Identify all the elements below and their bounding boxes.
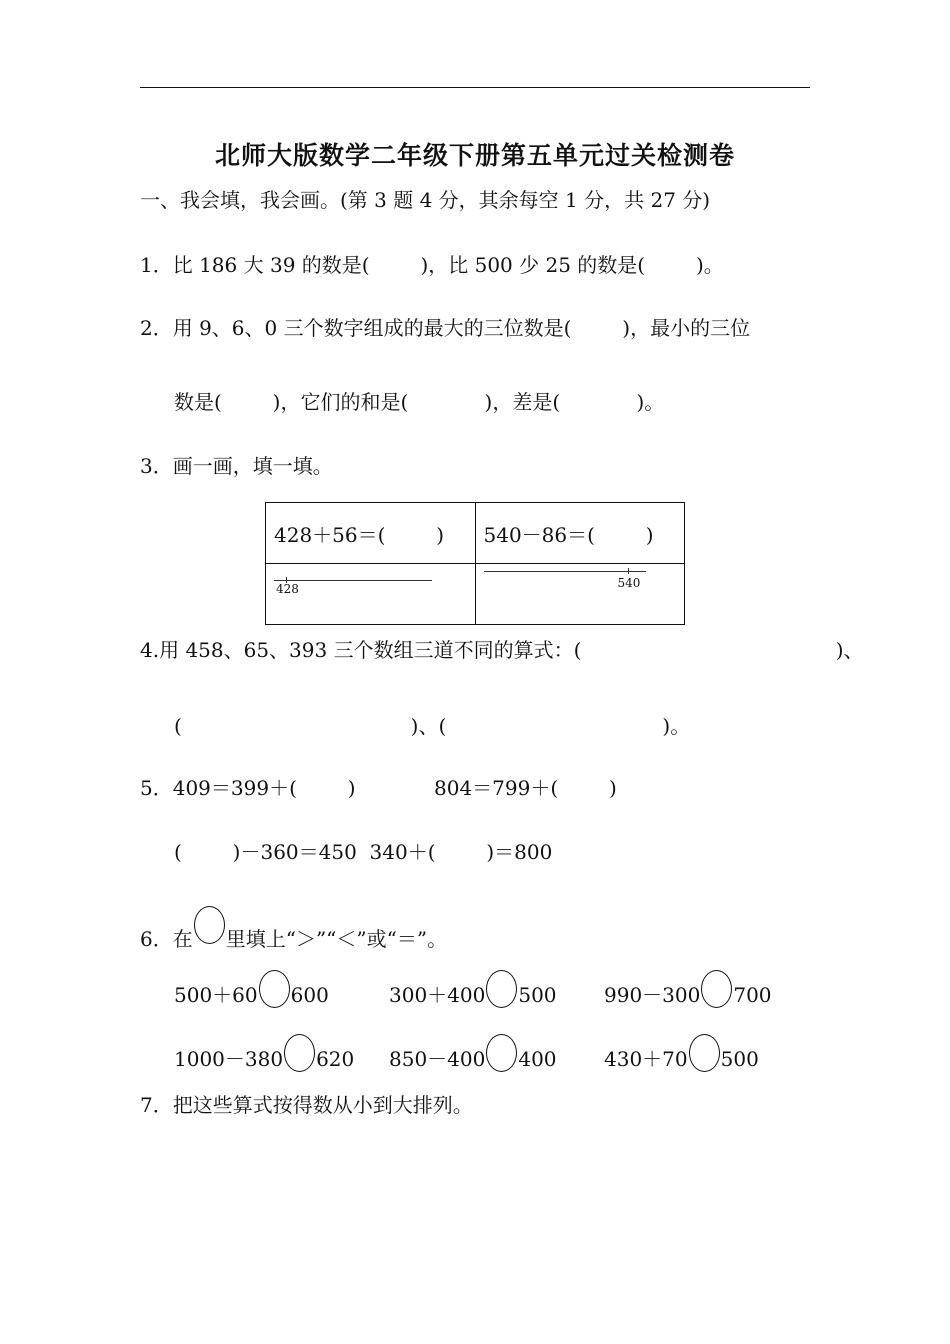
compare-item: 500＋60 600 bbox=[174, 970, 329, 1008]
number-line-cell-2 bbox=[475, 564, 685, 625]
compare-oval[interactable] bbox=[259, 970, 290, 1008]
question-6-post: 里填上“＞”“＜”或“＝”。 bbox=[225, 927, 448, 951]
compare-item: 990－300 700 bbox=[604, 970, 772, 1008]
question-5-b: 804＝799＋( ) bbox=[434, 776, 617, 800]
question-1: 1．比 186 大 39 的数是( )，比 500 少 25 的数是( )。 bbox=[140, 253, 724, 277]
number-line-1 bbox=[274, 580, 432, 581]
question-6-pre: 6．在 bbox=[140, 927, 193, 951]
header-rule bbox=[140, 87, 810, 88]
compare-item: 1000－380 620 bbox=[174, 1034, 354, 1072]
expression-2: 540－86＝( ) bbox=[475, 503, 685, 564]
question-5-c: ( )－360＝450 340＋( )＝800 bbox=[174, 840, 553, 864]
compare-item: 430＋70 500 bbox=[604, 1034, 759, 1072]
compare-oval[interactable] bbox=[701, 970, 732, 1008]
number-line-2-tick bbox=[628, 568, 629, 574]
number-line-2-label: 540 bbox=[617, 576, 641, 590]
page-title: 北师大版数学二年级下册第五单元过关检测卷 bbox=[214, 141, 735, 170]
question-3-prompt: 3．画一画，填一填。 bbox=[140, 454, 333, 478]
section-heading: 一、我会填，我会画。(第 3 题 4 分，其余每空 1 分，共 27 分) bbox=[140, 188, 711, 212]
number-line-table bbox=[265, 502, 685, 625]
number-line-2 bbox=[484, 571, 646, 572]
question-2-line-1: 2．用 9、6、0 三个数字组成的最大的三位数是( )，最小的三位 bbox=[140, 316, 751, 340]
compare-oval[interactable] bbox=[486, 1034, 517, 1072]
number-line-1-label: 428 bbox=[276, 582, 299, 596]
compare-item: 300＋400 500 bbox=[389, 970, 557, 1008]
number-line-cell-1 bbox=[266, 564, 476, 625]
compare-oval[interactable] bbox=[486, 970, 517, 1008]
question-5-a: 5．409＝399＋( ) bbox=[140, 776, 356, 800]
compare-oval[interactable] bbox=[284, 1034, 315, 1072]
oval-icon bbox=[194, 906, 225, 944]
question-6-prompt bbox=[140, 906, 447, 951]
expression-1: 428＋56＝( ) bbox=[266, 503, 476, 564]
question-2-line-2: 数是( )，它们的和是( )，差是( )。 bbox=[174, 390, 665, 414]
question-4-line-2: ( )、( )。 bbox=[174, 714, 691, 738]
question-7: 7．把这些算式按得数从小到大排列。 bbox=[140, 1093, 473, 1117]
compare-item: 850－400 400 bbox=[389, 1034, 557, 1072]
question-4-line-1: 4.用 458、65、393 三个数组三道不同的算式：( )、 bbox=[140, 638, 864, 662]
compare-oval[interactable] bbox=[689, 1034, 720, 1072]
